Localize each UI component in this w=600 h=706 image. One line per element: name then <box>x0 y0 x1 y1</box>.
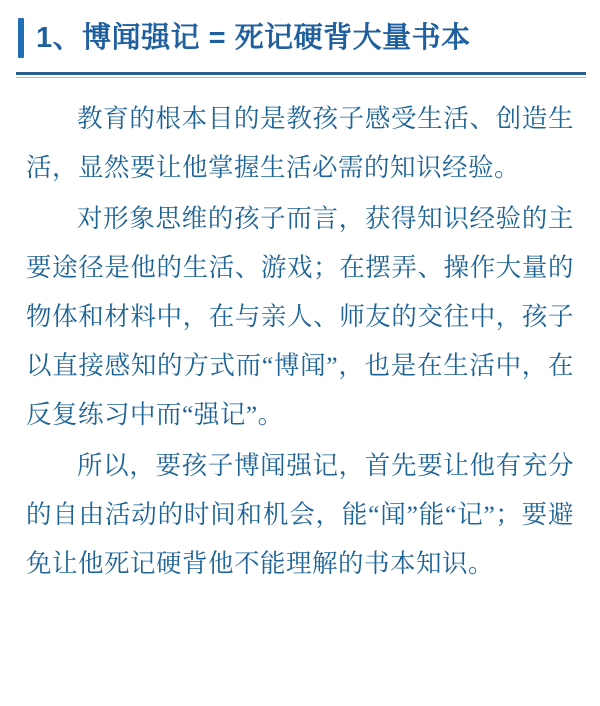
paragraph: 所以，要孩子博闻强记，首先要让他有充分的自由活动的时间和机会，能“闻”能“记”；要避免让他死记硬背他不能理解的书本知识。 <box>26 451 574 578</box>
heading-accent-bar <box>18 18 24 58</box>
paragraph: 对形象思维的孩子而言，获得知识经验的主要途径是他的生活、游戏；在摆弄、操作大量的物体和材料中，在与亲人、师友的交往中，孩子以直接感知的方式而“博闻”，也是在生活中，在反复练习中而“强记”。 <box>26 204 574 429</box>
heading-divider <box>16 72 586 75</box>
paragraph: 教育的根本目的是教孩子感受生活、创造生活，显然要让他掌握生活必需的知识经验。 <box>26 104 574 182</box>
page-title: 1、博闻强记 = 死记硬背大量书本 <box>36 22 471 54</box>
body-content <box>0 78 600 588</box>
page-heading <box>0 0 600 68</box>
